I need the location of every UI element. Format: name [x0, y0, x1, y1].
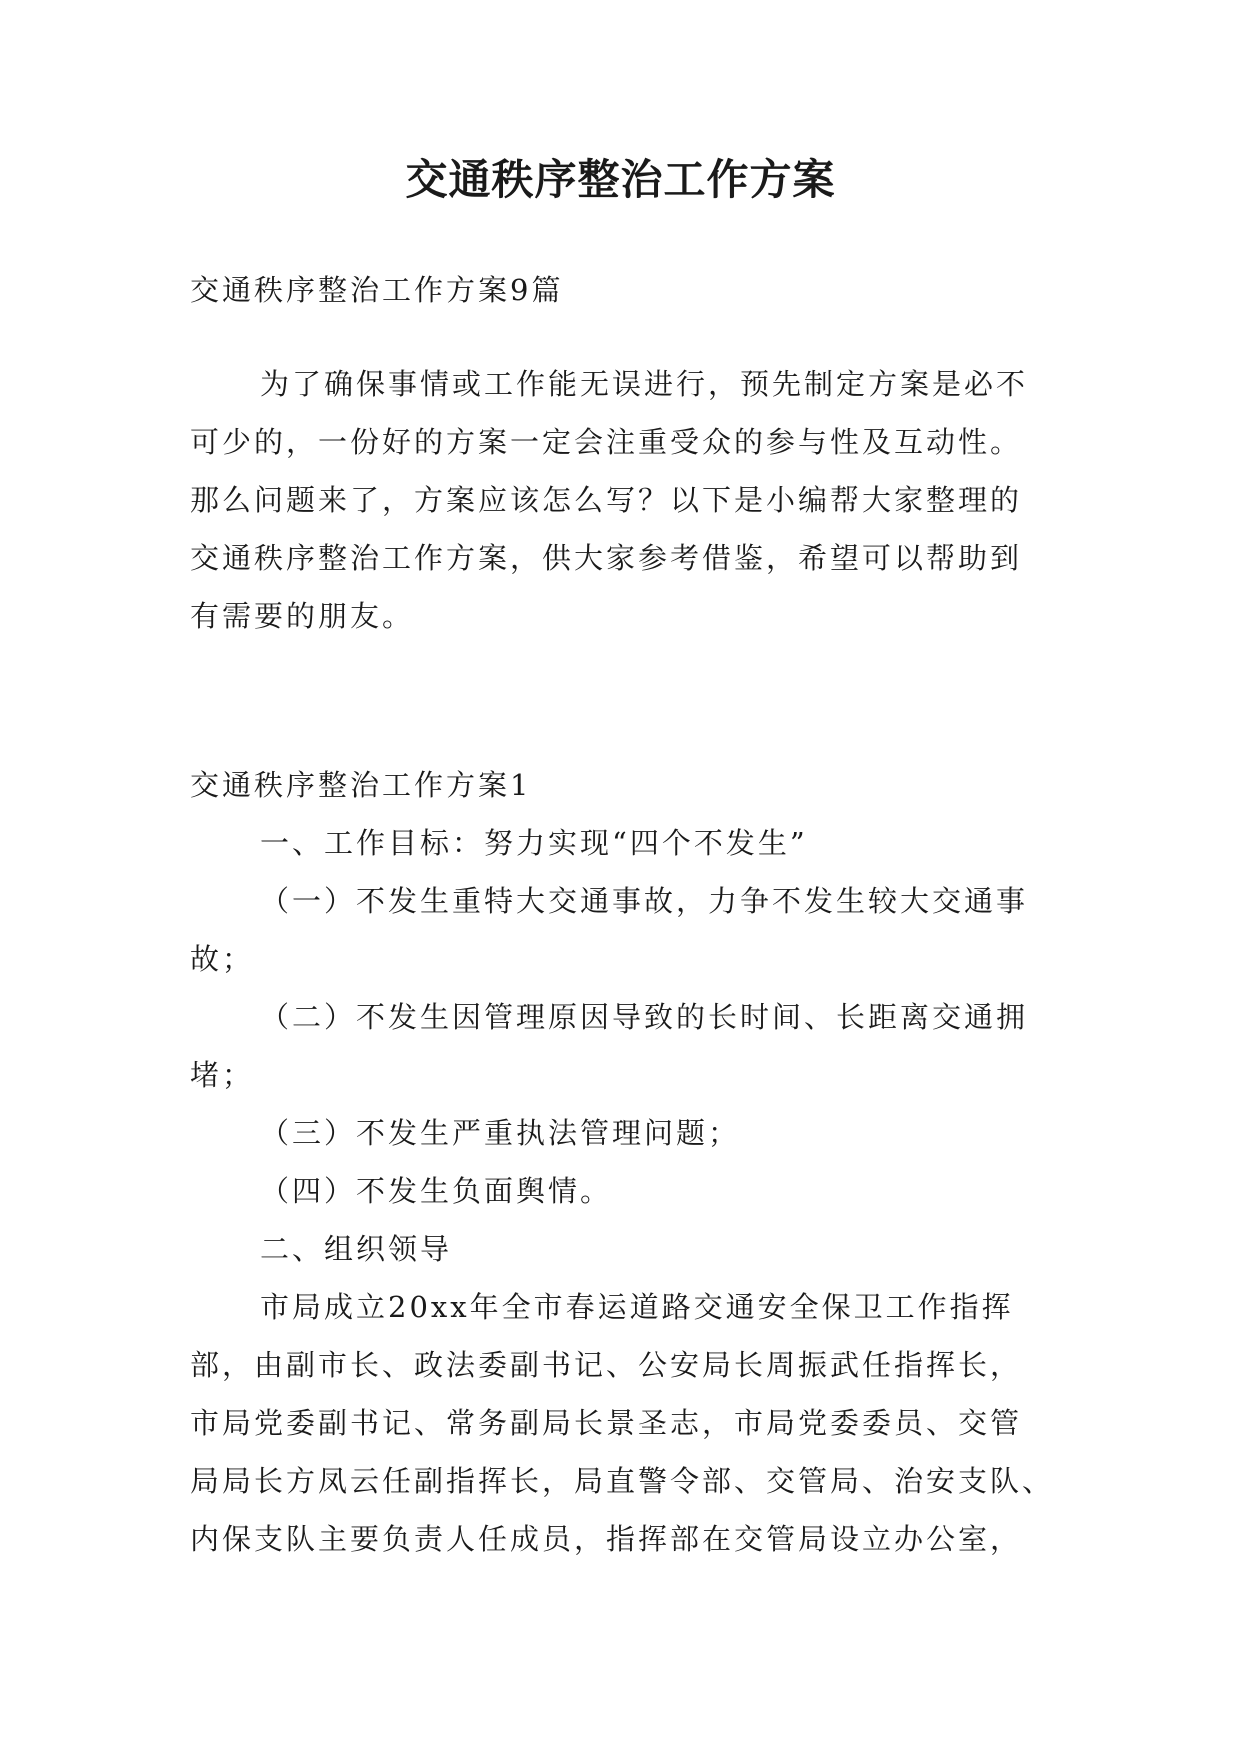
- section-body: [190, 814, 1070, 1568]
- intro-paragraph: [190, 355, 1070, 645]
- goal-item: （一）不发生重特大交通事故，力争不发生较大交通事: [260, 884, 1029, 918]
- paragraph-line: 交通秩序整治工作方案，供大家参考借鉴，希望可以帮助到: [190, 541, 1023, 575]
- paragraph-line: 那么问题来了，方案应该怎么写？以下是小编帮大家整理的: [190, 483, 1023, 517]
- goal-item: （二）不发生因管理原因导致的长时间、长距离交通拥: [260, 1000, 1029, 1034]
- section-heading-text: 交通秩序整治工作方案1: [190, 768, 532, 802]
- paragraph-line: 为了确保事情或工作能无误进行，预先制定方案是必不: [260, 367, 1029, 401]
- document-title: 交通秩序整治工作方案: [405, 155, 836, 204]
- paragraph-line: 市局党委副书记、常务副局长景圣志，市局党委委员、交管: [190, 1406, 1023, 1440]
- section-heading: [190, 756, 1070, 814]
- goal-item: （三）不发生严重执法管理问题；: [260, 1116, 741, 1150]
- goal-item-continued: 堵；: [190, 1058, 255, 1092]
- goal-item-continued: 故；: [190, 942, 255, 976]
- paragraph-line: 部，由副市长、政法委副书记、公安局长周振武任指挥长，: [190, 1348, 1023, 1382]
- goal-item: （四）不发生负面舆情。: [260, 1174, 613, 1208]
- paragraph-line: 有需要的朋友。: [190, 599, 415, 633]
- subtitle-text: 交通秩序整治工作方案9篇: [190, 273, 564, 307]
- paragraph-line: 市局成立20xx年全市春运道路交通安全保卫工作指挥: [260, 1290, 1014, 1324]
- organization-heading: 二、组织领导: [260, 1232, 453, 1266]
- goal-heading: 一、工作目标：努力实现“四个不发生”: [260, 826, 808, 860]
- document-subtitle: [190, 261, 1070, 319]
- paragraph-line: 内保支队主要负责人任成员，指挥部在交管局设立办公室，: [190, 1522, 1023, 1556]
- paragraph-line: 可少的，一份好的方案一定会注重受众的参与性及互动性。: [190, 425, 1023, 459]
- paragraph-line: 局局长方凤云任副指挥长，局直警令部、交管局、治安支队、: [190, 1464, 1055, 1498]
